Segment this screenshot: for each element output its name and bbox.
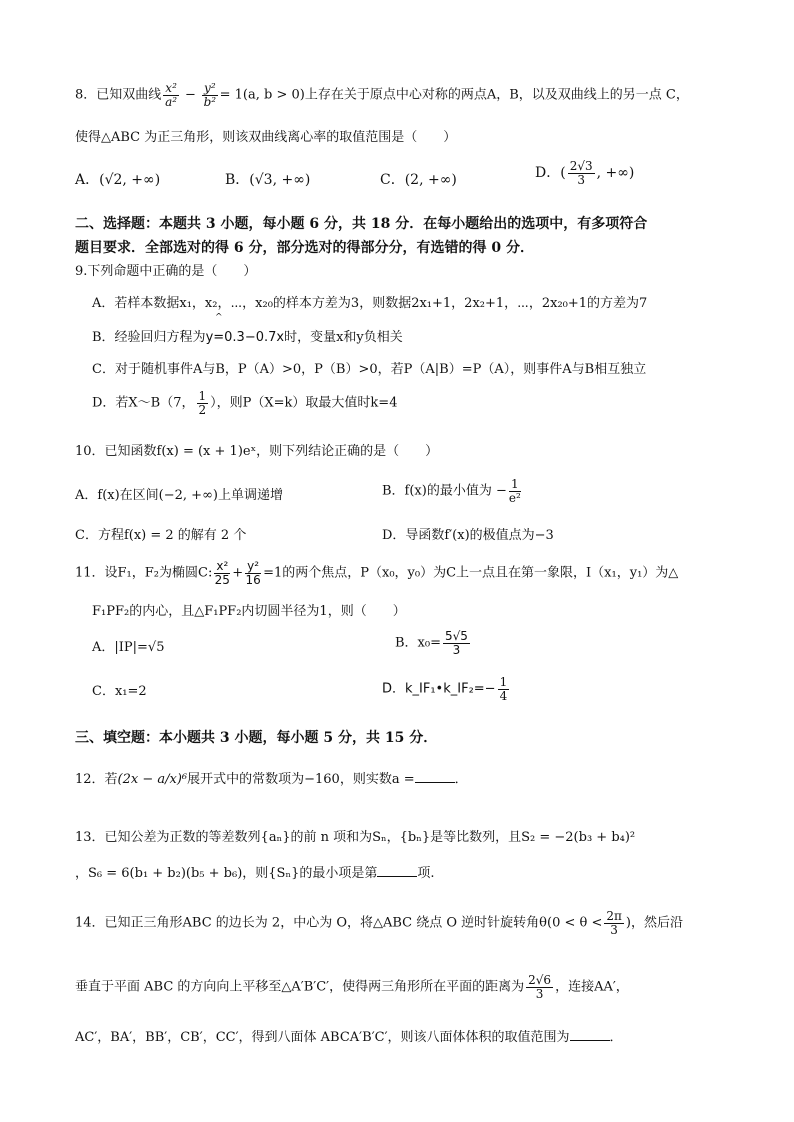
q8-line1: 8．已知双曲线 $\frac{\text{x²}}{\text{a²}}$ − $\frac{\text{y²}}{\text{b²}}$ = 1(a, b > 0)上存在关于原点中心对称的两点A，B，以及双曲线上的另一点 C， xyxy=(75,81,689,109)
q11-line2: F₁PF₂的内心，且△F₁PF₂内切圆半径为1，则（ ） xyxy=(92,604,406,619)
q9-option-a: A．若样本数据x₁，x₂，⋯，x₂₀的样本方差为3，则数据2x₁+1，2x₂+1，⋯，2x₂₀+1的方差为7 xyxy=(92,296,648,311)
q11-option-a: A．|IP|=√5 xyxy=(92,640,165,655)
q14-line1: 14．已知正三角形ABC 的边长为 2，中心为 O，将△ABC 绕点 O 逆时针旋转角θ(0 < θ < $\frac{2\pi}{3}$ )，然后沿 xyxy=(75,909,683,937)
section-2-heading-line1: 二、选择题：本题共 3 小题，每小题 6 分，共 18 分．在每小题给出的选项中，有多项符合 xyxy=(75,216,648,232)
q9-option-d: D．若X～B（7， $\frac{1}{2}$ ），则P（X=k）取最大值时k=4 xyxy=(92,389,398,417)
q9-option-c: C．对于随机事件A与B，P（A）>0，P（B）>0，若P（A|B）=P（A），则事件A与B相互独立 xyxy=(92,362,647,377)
q8-text-1: 已知双曲线 xyxy=(96,87,162,103)
q10-option-d: D．导函数f′(x)的极值点为−3 xyxy=(382,528,554,543)
section-3-heading: 三、填空题：本小题共 3 小题，每小题 5 分，共 15 分． xyxy=(75,730,438,746)
q11-option-d: D．k_IF₁•k_IF₂=− $\frac{1}{4}$ xyxy=(382,675,508,703)
q10-option-c: C．方程f(x) = 2 的解有 2 个 xyxy=(75,528,247,543)
q8-option-c: C．(2, +∞) xyxy=(380,172,457,188)
q14-answer-blank[interactable] xyxy=(570,1028,610,1041)
q12-line: 12．若(2x − a/x)⁶展开式中的常数项为−160，则实数a = ． xyxy=(75,772,468,787)
q9-option-b: B．经验回归方程为y=0.3−0.7x时，变量x和y负相关 xyxy=(92,330,403,345)
q8-line2: 使得△ABC 为正三角形，则该双曲线离心率的取值范围是（ ） xyxy=(75,130,457,145)
q8-option-a: A．(√2, +∞) xyxy=(75,172,161,188)
section-2-heading-line2: 题目要求．全部选对的得 6 分，部分选对的得部分分，有选错的得 0 分． xyxy=(75,240,534,256)
q11-option-b: B．x₀= $\frac{5√5}{3}$ xyxy=(395,629,468,657)
q9-hat-mark: ^ xyxy=(215,313,223,323)
q11-option-c: C．x₁=2 xyxy=(92,684,147,699)
q13-answer-blank[interactable] xyxy=(377,864,417,877)
q8-option-d: D．( $\frac{2√3}{3}$ , +∞) xyxy=(535,159,635,187)
q8-text-2: = 1(a, b > 0)上存在关于原点中心对称的两点A，B，以及双曲线上的另一点 C， xyxy=(219,87,689,103)
q12-answer-blank[interactable] xyxy=(415,770,455,783)
q14-line3: AC′，BA′，BB′，CB′，CC′，得到八面体 ABCA′B′C′，则该八面体体积的取值范围为 ． xyxy=(75,1030,623,1045)
q13-line2: ，S₆ = 6(b₁ + b₂)(b₅ + b₆)，则{Sₙ}的最小项是第 项. xyxy=(75,866,435,881)
q10-stem: 10．已知函数f(x) = (x + 1)eˣ，则下列结论正确的是（ ） xyxy=(75,444,439,459)
q13-line1: 13．已知公差为正数的等差数列{aₙ}的前 n 项和为Sₙ，{bₙ}是等比数列，且S₂ = −2(b₃ + b₄)² xyxy=(75,830,636,845)
q8-fraction-y: $\frac{\text{y²}}{\text{b²}}$ xyxy=(203,81,217,109)
q10-option-a: A．f(x)在区间(−2, +∞)上单调递增 xyxy=(75,488,283,503)
q8-fraction-x: $\frac{\text{x²}}{\text{a²}}$ xyxy=(165,81,178,109)
q8-option-b: B．(√3, +∞) xyxy=(225,172,311,188)
q9-stem: 9.下列命题中正确的是（ ） xyxy=(75,264,257,279)
q10-option-b: B．f(x)的最小值为 − $\frac{1}{\text{e²}}$ xyxy=(382,477,521,505)
q8-number: 8． xyxy=(75,87,97,103)
q14-line2: 垂直于平面 ABC 的方向向上平移至△A′B′C′，使得两三角形所在平面的距离为 $\frac{2√6}{3}$ ，连接AA′， xyxy=(75,973,629,1001)
q11-line1: 11．设F₁，F₂为椭圆C: $\frac{\text{x²}}{25}$ + $\frac{\text{y²}}{16}$ =1的两个焦点，P（x₀，y₀）为C上一点且在第一象限，I（x₁，y₁）为△ xyxy=(75,559,679,587)
